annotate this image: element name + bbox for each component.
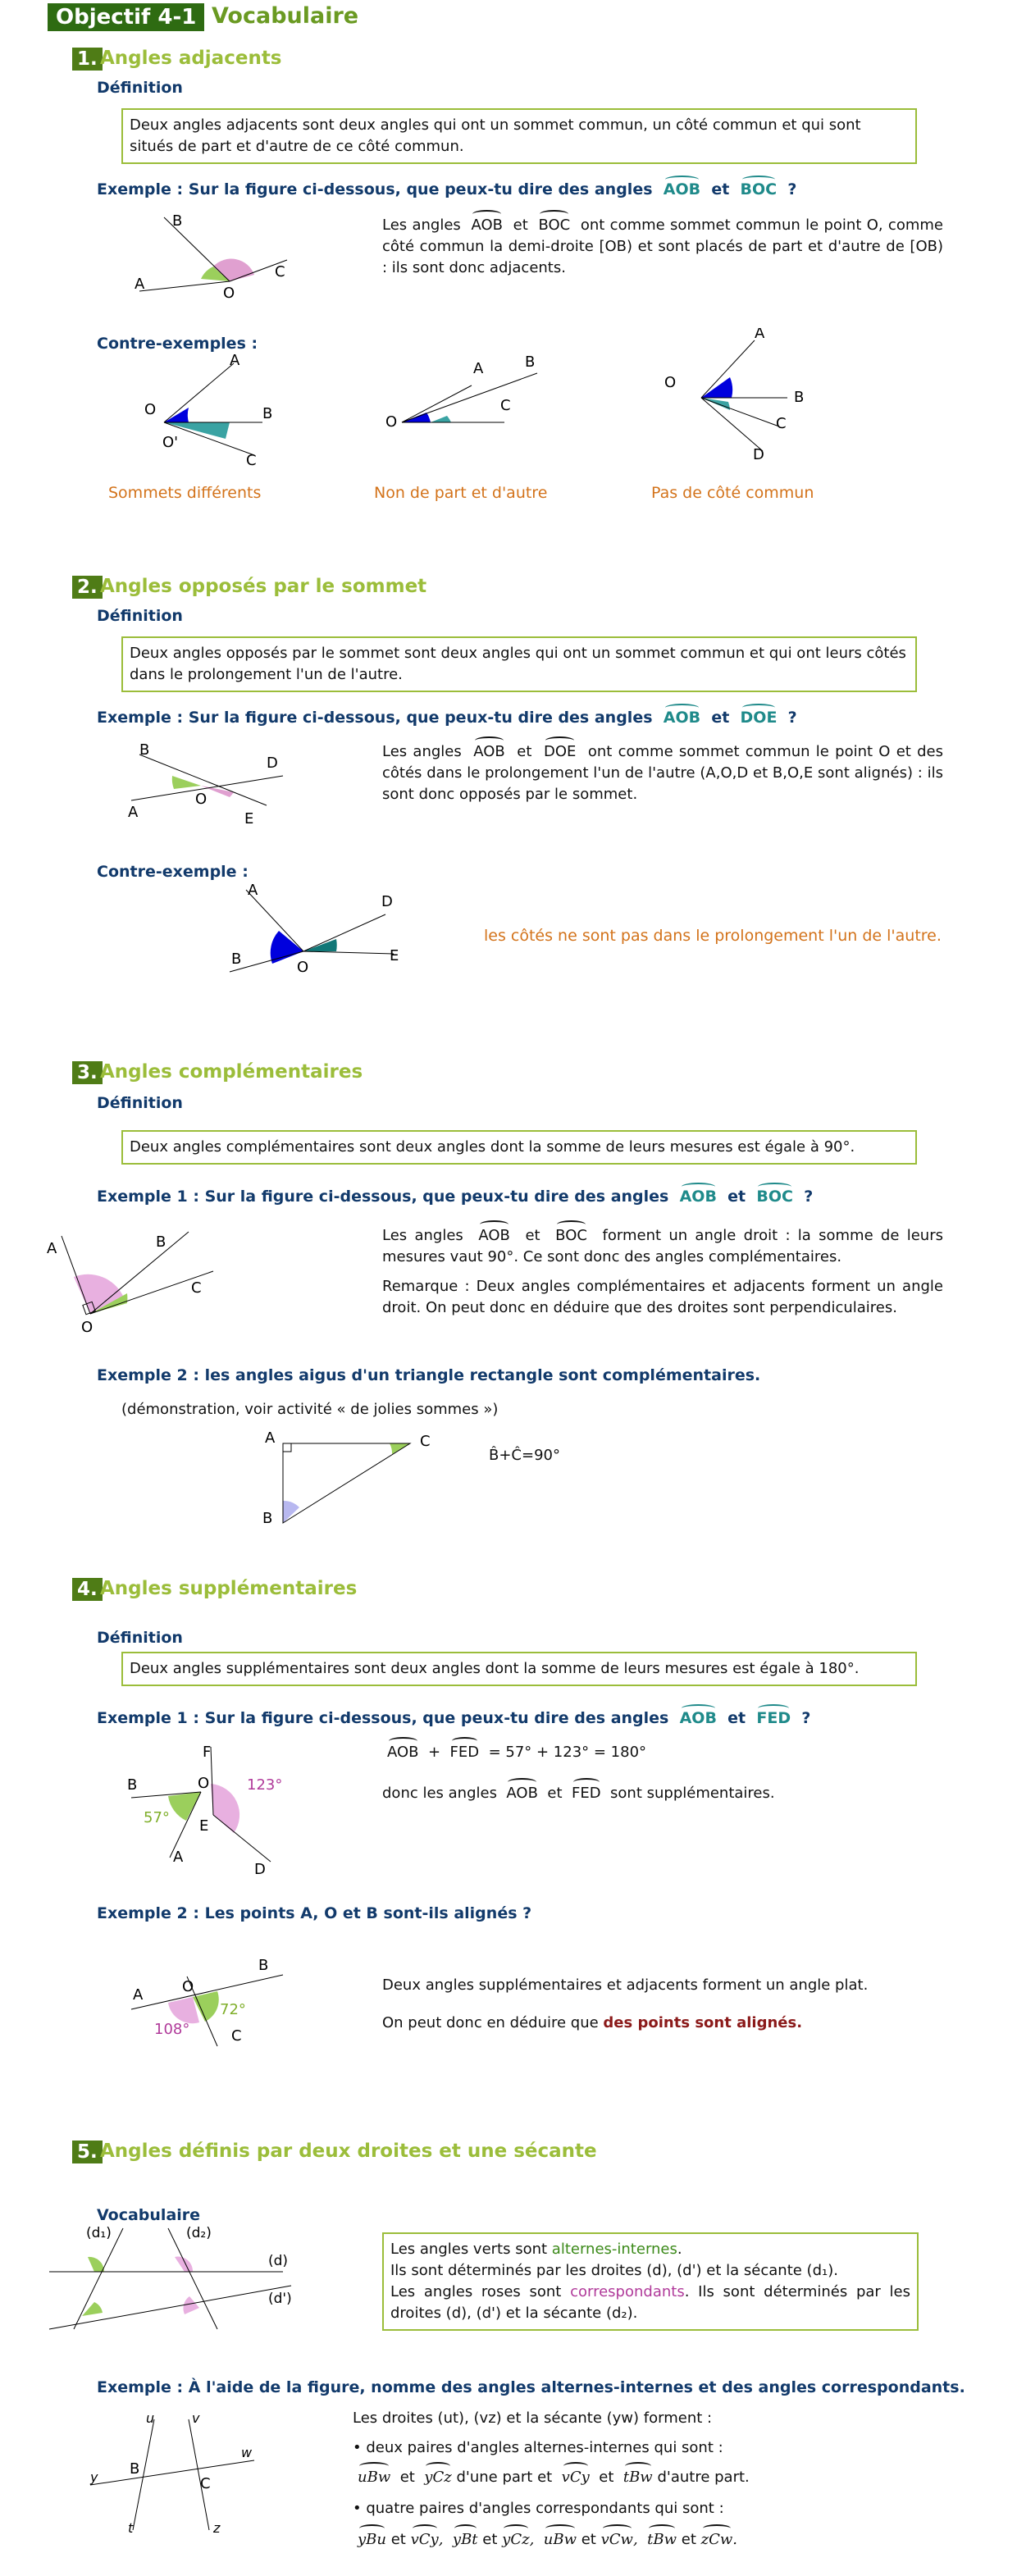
svg-text:B: B [525, 353, 536, 371]
svg-text:B: B [258, 1957, 269, 1974]
right-triangle-figure [262, 1431, 451, 1530]
section-2-definition-label: Définition [97, 607, 183, 625]
section-2-definition: Deux angles opposés par le sommet sont deux angles qui ont un sommet commun et qui ont leurs côtés dans le prolongement l'un de l'autre. [121, 636, 917, 692]
section-2-counter-example-caption: les côtés ne sont pas dans le prolongement l'un de l'autre. [484, 927, 942, 945]
svg-text:(d): (d) [268, 2253, 289, 2269]
counter-example-2-figure [381, 349, 545, 447]
svg-text:O: O [182, 1978, 194, 1995]
svg-text:A: A [248, 882, 258, 899]
svg-text:B: B [172, 212, 183, 230]
svg-text:B: B [794, 389, 805, 406]
svg-text:A: A [755, 328, 765, 342]
svg-text:(d'): (d') [268, 2291, 292, 2307]
section-5-line-4: • quatre paires d'angles correspondants qui sont : [353, 2500, 724, 2517]
svg-text:B: B [262, 405, 273, 422]
svg-text:B: B [156, 1233, 166, 1251]
section-5-line-2: • deux paires d'angles alternes-internes qui sont : [353, 2439, 723, 2456]
section-2-number: 2. [72, 576, 103, 599]
svg-text:A: A [135, 276, 145, 293]
svg-text:A: A [133, 1986, 144, 2004]
section-1-definition-label: Définition [97, 79, 183, 97]
svg-text:A: A [47, 1240, 57, 1257]
counter-example-3-figure [656, 328, 828, 467]
svg-text:(d₁): (d₁) [86, 2225, 112, 2241]
svg-text:F: F [203, 1744, 212, 1761]
supplementary-sum: AOB + FED = 57° + 123° = 180° [387, 1742, 646, 1763]
svg-text:E: E [244, 810, 254, 828]
svg-text:B: B [231, 951, 242, 968]
alternate-interior-pairs: uBw et yCz d'une part et vCy et tBw d'autre part. [358, 2467, 750, 2488]
angle-57-label: 57° [144, 1809, 170, 1826]
section-4-example-question: Exemple 1 : Sur la figure ci-dessous, que peux-tu dire des angles AOB et FED ? [97, 1709, 811, 1727]
section-3-number: 3. [72, 1061, 103, 1084]
complementary-angles-figure [45, 1224, 226, 1338]
section-2-counter-example-label: Contre-exemple : [97, 863, 249, 881]
section-3-example-2: Exemple 2 : les angles aigus d'un triangle rectangle sont complémentaires. [97, 1366, 761, 1384]
svg-text:y: y [90, 2469, 98, 2485]
svg-text:O: O [198, 1775, 210, 1792]
svg-text:D: D [381, 893, 393, 910]
counter-example-1-caption: Sommets différents [108, 484, 262, 502]
section-3-title: Angles complémentaires [100, 1061, 363, 1083]
opposite-angles-figure [123, 738, 295, 828]
section-4-example-2-text-2: On peut donc en déduire que des points sont alignés. [382, 2014, 803, 2031]
counter-example-2-caption: Non de part et d'autre [374, 484, 548, 502]
section-1-title: Angles adjacents [100, 48, 282, 69]
section-3-definition-label: Définition [97, 1094, 183, 1112]
section-1-counter-examples-label: Contre-exemples : [97, 335, 258, 353]
section-3-demo-note: (démonstration, voir activité « de jolies sommes ») [121, 1401, 499, 1418]
svg-text:B: B [127, 1776, 138, 1794]
section-1-number: 1. [72, 48, 103, 71]
svg-text:D: D [267, 755, 278, 772]
svg-text:D: D [254, 1861, 266, 1878]
svg-text:O: O [195, 791, 208, 808]
section-1-definition: Deux angles adjacents sont deux angles qui ont un sommet commun, un côté commun et qui sont situés de part et d'autre de ce côté commun. [121, 108, 917, 164]
svg-text:O: O [144, 401, 157, 418]
svg-text:C: C [246, 452, 257, 469]
angle-108-label: 108° [154, 2021, 190, 2038]
svg-text:O: O [664, 374, 677, 391]
svg-text:B: B [139, 741, 150, 759]
svg-text:C: C [231, 2027, 242, 2045]
section-3-definition: Deux angles complémentaires sont deux angles dont la somme de leurs mesures est égale à 90°. [121, 1130, 917, 1165]
svg-text:O: O [385, 413, 398, 431]
svg-text:C: C [500, 397, 511, 414]
section-3-explanation: Les angles AOB et BOC forment un angle droit : la somme de leurs mesures vaut 90°. Ce sont donc des angles complémentaires. [382, 1227, 943, 1265]
section-2-title: Angles opposés par le sommet [100, 576, 427, 597]
section-1-example-question: Exemple : Sur la figure ci-dessous, que peux-tu dire des angles AOB et BOC ? [97, 180, 797, 198]
svg-text:O: O [223, 285, 235, 302]
section-3-remark: Remarque : Deux angles complémentaires et adjacents forment un angle droit. On peut donc en déduire que des droites sont perpendiculaires. [382, 1278, 943, 1316]
section-5-line-1: Les droites (ut), (vz) et la sécante (yw) forment : [353, 2410, 713, 2427]
supplementary-angles-figure [119, 1739, 316, 1878]
aligned-points-figure [123, 1952, 303, 2059]
svg-text:C: C [275, 263, 285, 280]
svg-text:v: v [192, 2411, 200, 2426]
section-2-counter-example-figure [213, 882, 410, 980]
svg-text:C: C [776, 415, 787, 432]
section-2-example-question: Exemple : Sur la figure ci-dessous, que peux-tu dire des angles AOB et DOE ? [97, 709, 797, 727]
page-title: Vocabulaire [212, 3, 359, 29]
section-4-example-2-text-1: Deux angles supplémentaires et adjacents forment un angle plat. [382, 1976, 869, 1994]
svg-text:A: A [473, 360, 484, 377]
svg-text:A: A [173, 1849, 184, 1866]
section-5-number: 5. [72, 2141, 103, 2163]
angle-123-label: 123° [247, 1776, 283, 1794]
supplementary-conclusion: donc les angles AOB et FED sont supplémentaires. [382, 1783, 775, 1804]
parallel-lines-figure [45, 2224, 299, 2331]
secant-figure [82, 2411, 262, 2534]
svg-text:w: w [241, 2445, 253, 2460]
section-2-explanation: Les angles AOB et DOE ont comme sommet commun le point O et des côtés dans le prolongement l'un de l'autre (A,O,D et B,O,E sont alignés) : ils sont donc opposés par le sommet. [382, 743, 943, 803]
svg-text:E: E [390, 947, 399, 964]
svg-text:O: O [81, 1319, 93, 1336]
section-4-example-2: Exemple 2 : Les points A, O et B sont-ils alignés ? [97, 1904, 532, 1922]
section-5-title: Angles définis par deux droites et une sécante [100, 2141, 597, 2162]
svg-text:C: C [200, 2475, 211, 2492]
angle-72-label: 72° [220, 2001, 246, 2018]
svg-text:D: D [753, 446, 764, 463]
svg-text:O: O [297, 959, 309, 976]
svg-text:A: A [230, 352, 240, 369]
counter-example-3-caption: Pas de côté commun [651, 484, 814, 502]
section-3-example-question: Exemple 1 : Sur la figure ci-dessous, que peux-tu dire des angles AOB et BOC ? [97, 1188, 814, 1206]
section-5-vocabulary-label: Vocabulaire [97, 2206, 201, 2224]
adjacent-angles-figure [131, 209, 295, 303]
section-4-definition: Deux angles supplémentaires sont deux angles dont la somme de leurs mesures est égale à 180°. [121, 1652, 917, 1686]
section-4-title: Angles supplémentaires [100, 1578, 358, 1599]
svg-text:C: C [420, 1433, 431, 1450]
corresponding-pairs: yBu et vCy, yBt et yCz, uBw et vCw, tBw et zCw. [358, 2529, 737, 2551]
svg-text:B: B [262, 1510, 273, 1527]
section-4-definition-label: Définition [97, 1629, 183, 1647]
svg-text:z: z [213, 2520, 221, 2534]
svg-text:E: E [199, 1817, 209, 1835]
svg-text:t: t [128, 2520, 134, 2534]
svg-text:u: u [146, 2411, 155, 2426]
svg-text:O': O' [162, 434, 179, 451]
section-1-explanation: Les angles AOB et BOC ont comme sommet commun le point O, comme côté commun la demi-droite [OB) et sont placés de part et d'autre de [OB) : ils sont donc adjacents. [382, 217, 943, 276]
svg-text:A: A [265, 1431, 276, 1447]
svg-text:A: A [128, 804, 139, 821]
svg-text:B: B [130, 2460, 140, 2478]
counter-example-1-figure [131, 349, 287, 472]
svg-text:(d₂): (d₂) [186, 2225, 212, 2241]
svg-text:C: C [191, 1279, 202, 1297]
section-5-example: Exemple : À l'aide de la figure, nomme des angles alternes-internes et des angles correspondants. [97, 2378, 965, 2396]
section-4-number: 4. [72, 1578, 103, 1601]
section-5-vocabulary-box: Les angles verts sont alternes-internes. Ils sont déterminés par les droites (d), (d') et la sécante (d₁). Les angles roses sont correspondants. Ils sont déterminés par les droites (d), (d') et la sécante (d₂). [382, 2232, 919, 2331]
objective-badge: Objectif 4-1 [48, 3, 204, 31]
triangle-angle-sum-formula: B̂+Ĉ=90° [489, 1447, 560, 1464]
